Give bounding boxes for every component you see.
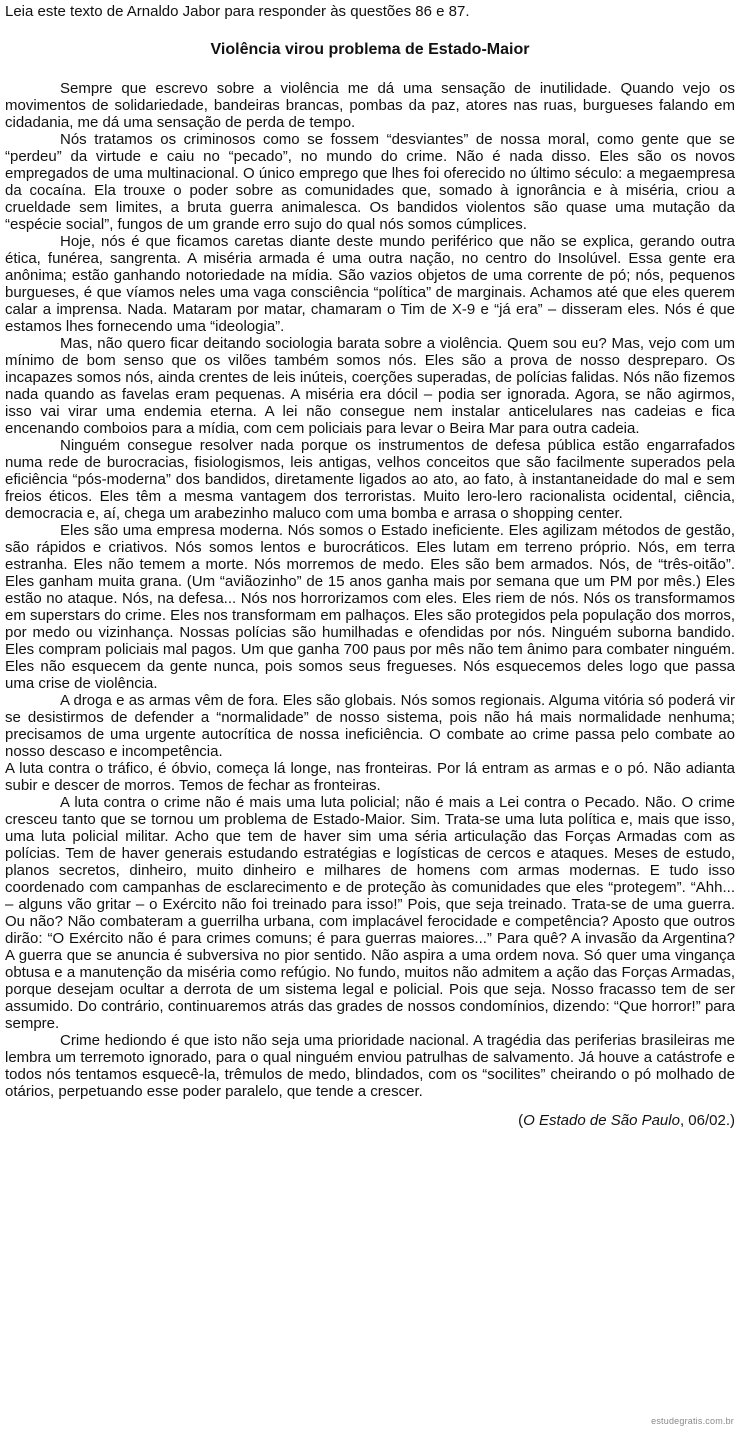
watermark: estudegratis.com.br [651,1416,734,1426]
source-citation [5,1112,735,1130]
source-newspaper: O Estado de São Paulo [523,1112,680,1129]
paragraph-4: Mas, não quero ficar deitando sociologia barata sobre a violência. Quem sou eu? Mas, vejo com um mínimo de bom senso que os vilões também somos nós. Eles são a prova de nosso despreparo. Os incapazes somos nós, ainda crentes de leis inúteis, coerções superadas, de polícias falidas. Nós não fizemos nada quando as favelas eram pequenas. A miséria era dócil – podia ser ignorada. Agora, se não agirmos, isso vai virar uma endemia eterna. A lei não consegue nem instalar anticelulares nas cadeias e fica encenando comboios para a mídia, com cem policiais para levar o Beira Mar para outra cadeia. [5,335,735,437]
paragraph-3: Hoje, nós é que ficamos caretas diante deste mundo periférico que não se explica, gerando outra ética, funérea, sangrenta. A miséria armada é uma outra nação, no centro do Insolúvel. Essa gente era anônima; estão ganhando notoriedade na mídia. São vazios objetos de uma corrente de pó; nós, pequenos burgueses, é que víamos neles uma vaga consciência “política” de marginais. Achamos até que eles querem calar a imprensa. Nada. Mataram por matar, chamaram o Tim de X-9 e “já era” – disseram eles. Nós é que estamos lhes fornecendo uma “ideologia”. [5,233,735,335]
article-body [5,80,735,1100]
article-title: Violência virou problema de Estado-Maior [210,41,530,58]
paragraph-5: Ninguém consegue resolver nada porque os instrumentos de defesa pública estão engarrafados numa rede de burocracias, fisiologismos, leis antigas, velhos conceitos que são facilmente superados pela eficiência “pós-moderna” dos bandidos, diretamente ligados ao ato, ao fato, à instantaneidade do mal e sem freios éticos. Eles têm a mesma vantagem dos terroristas. Muito lero-lero racionalista ocidental, ciência, democracia e, aí, chega um arabezinho maluco com uma bomba e arrasa o shopping center. [5,437,735,522]
paragraph-1: Sempre que escrevo sobre a violência me dá uma sensação de inutilidade. Quando vejo os movimentos de solidariedade, bandeiras brancas, pombas da paz, atores nas ruas, burgueses falando em cidadania, me dá uma sensação de perda de tempo. [5,80,735,131]
source-open-paren: ( [518,1112,524,1129]
intro-text: Leia este texto de Arnaldo Jabor para responder às questões 86 e 87. [5,3,470,20]
paragraph-6: Eles são uma empresa moderna. Nós somos o Estado ineficiente. Eles agilizam métodos de gestão, são rápidos e criativos. Nós somos lentos e burocráticos. Eles lutam em terreno próprio. Nós, em terra estranha. Eles não temem a morte. Nós morremos de medo. Eles são bem armados. Nós, de “três-oitão”. Eles ganham muita grana. (Um “aviãozinho” de 15 anos ganha mais por semana que um PM por mês.) Eles estão no ataque. Nós, na defesa... Nós nos horrorizamos com eles. Eles riem de nós. Nós os transformamos em superstars do crime. Eles nos transformam em palhaços. Eles são protegidos pela população dos morros, por medo ou vizinhança. Nossas polícias são humilhadas e ofendidas por nós. Ninguém suborna bandido. Eles compram policiais mal pagos. Um que ganha 700 paus por mês não tem ânimo para combater ninguém. Eles não esquecem da gente nunca, pois somos seus fregueses. Nós esquecemos deles logo que passa uma crise de violência. [5,522,735,692]
source-date: , 06/02.) [679,1112,735,1129]
paragraph-9: A luta contra o crime não é mais uma luta policial; não é mais a Lei contra o Pecado. Não. O crime cresceu tanto que se tornou um problema de Estado-Maior. Sim. Trata-se uma luta política e, mais que isso, uma luta policial militar. Acho que tem de haver sim uma séria articulação das Forças Armadas com as polícias. Tem de haver generais estudando estratégias e logísticas de cercos e ataques. Meses de estudo, planos secretos, dinheiro, muito dinheiro e milhares de homens com armas modernas. E tudo isso coordenado com campanhas de esclarecimento e de proteção às comunidades que eles “protegem”. “Ahh... – alguns vão gritar – o Exército não foi treinado para isso!” Pois, que seja treinado. Trata-se de uma guerra. Ou não? Não combateram a guerrilha urbana, com implacável ferocidade e competência? Aposto que outros dirão: “O Exército não é para crimes comuns; é para guerras maiores...” Para quê? A invasão da Argentina? A guerra que se anuncia é subversiva no pior sentido. Não aspira a uma ordem nova. Só quer uma vingança obtusa e a manutenção da miséria como refúgio. No fundo, muitos não admitem a ação das Forças Armadas, porque desejam ocultar a derrota de um sistema legal e policial. Pois que seja. Nosso fracasso tem de ser assumido. Do contrário, continuaremos atrás das grades de nossos condomínios, dizendo: “Que horror!” para sempre. [5,794,735,1032]
paragraph-8: A luta contra o tráfico, é óbvio, começa lá longe, nas fronteiras. Por lá entram as armas e o pó. Não adianta subir e descer de morros. Temos de fechar as fronteiras. [5,760,735,794]
paragraph-2: Nós tratamos os criminosos como se fossem “desviantes” de nossa moral, como gente que se “perdeu” da virtude e caiu no “pecado”, no mundo do crime. Não é nada disso. Eles são os novos empregados de uma multinacional. O único emprego que lhes foi oferecido no último século: a megaempresa da cocaína. Ela trouxe o poder sobre as comunidades que, somado à ignorância e à miséria, criou a crueldade sem limites, a bruta guerra animalesca. Os bandidos violentos são quase uma mutação da “espécie social”, fungos de um grande erro sujo do qual nós somos cúmplices. [5,131,735,233]
paragraph-7: A droga e as armas vêm de fora. Eles são globais. Nós somos regionais. Alguma vitória só poderá vir se desistirmos de defender a “normalidade” de nosso sistema, pois não há mais normalidade nenhuma; precisamos de uma urgente autocrítica de nossa ineficiência. O combate ao crime passa pelo combate ao nosso descaso e incompetência. [5,692,735,760]
page [5,0,735,1130]
paragraph-10: Crime hediondo é que isto não seja uma prioridade nacional. A tragédia das periferias brasileiras me lembra um terremoto ignorado, para o qual ninguém enviou patrulhas de salvamento. Já houve a catástrofe e todos nós tentamos esquecê-la, trêmulos de medo, blindados, com os “socilites” cheirando o pó molhado de otários, perpetuando esse poder paralelo, que tende a crescer. [5,1032,735,1100]
